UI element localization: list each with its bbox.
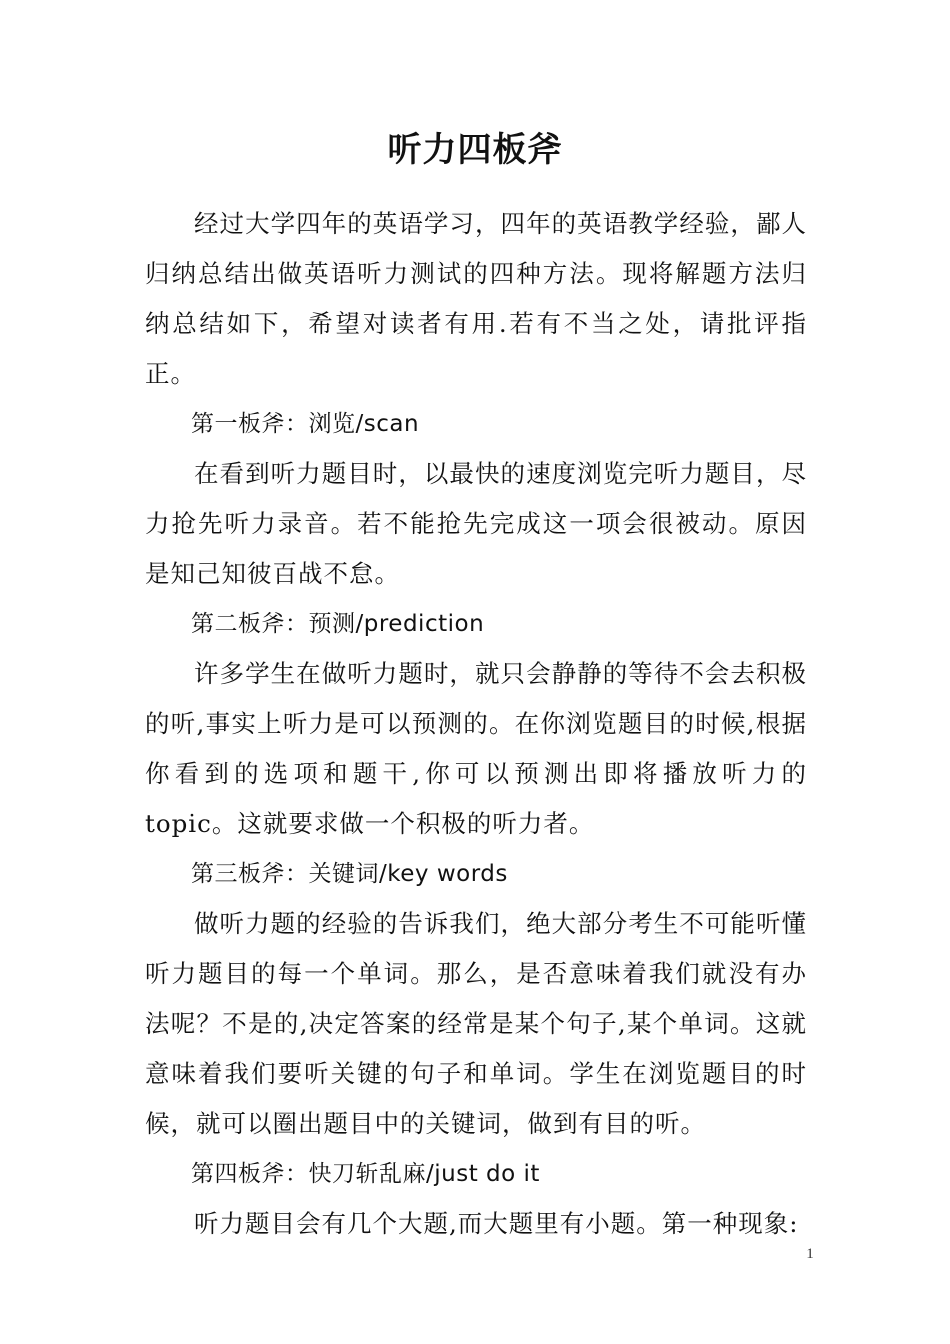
section-body-prediction: 许多学生在做听力题时，就只会静静的等待不会去积极的听,事实上听力是可以预测的。在你浏览题目的时候,根据你看到的选项和题干,你可以预测出即将播放听力的topic。这就要求做一个积极的听力者。 (145, 659, 807, 838)
document-body (145, 199, 807, 1249)
section-body-scan: 在看到听力题目时，以最快的速度浏览完听力题目，尽力抢先听力录音。若不能抢先完成这一项会很被动。原因是知己知彼百战不怠。 (145, 459, 807, 588)
section-heading-just-do-it: 第四板斧：快刀斩乱麻/just do it (191, 1161, 540, 1187)
section-heading-prediction: 第二板斧：预测/prediction (191, 611, 485, 637)
section-body-key-words: 做听力题的经验的告诉我们，绝大部分考生不可能听懂听力题目的每一个单词。那么，是否意味着我们就没有办法呢？不是的,决定答案的经常是某个句子,某个单词。这就意味着我们要听关键的句子和单词。学生在浏览题目的时候，就可以圈出题目中的关键词，做到有目的听。 (145, 909, 807, 1138)
intro-paragraph: 经过大学四年的英语学习，四年的英语教学经验，鄙人归纳总结出做英语听力测试的四种方法。现将解题方法归纳总结如下，希望对读者有用.若有不当之处，请批评指正。 (145, 209, 807, 388)
page-number: 1 (806, 1246, 814, 1262)
section-body-just-do-it: 听力题目会有几个大题,而大题里有小题。第一种现象: (194, 1209, 799, 1238)
section-heading-scan: 第一板斧：浏览/scan (191, 411, 420, 437)
document-title: 听力四板斧 (387, 130, 563, 170)
section-heading-key-words: 第三板斧：关键词/key words (191, 861, 508, 887)
